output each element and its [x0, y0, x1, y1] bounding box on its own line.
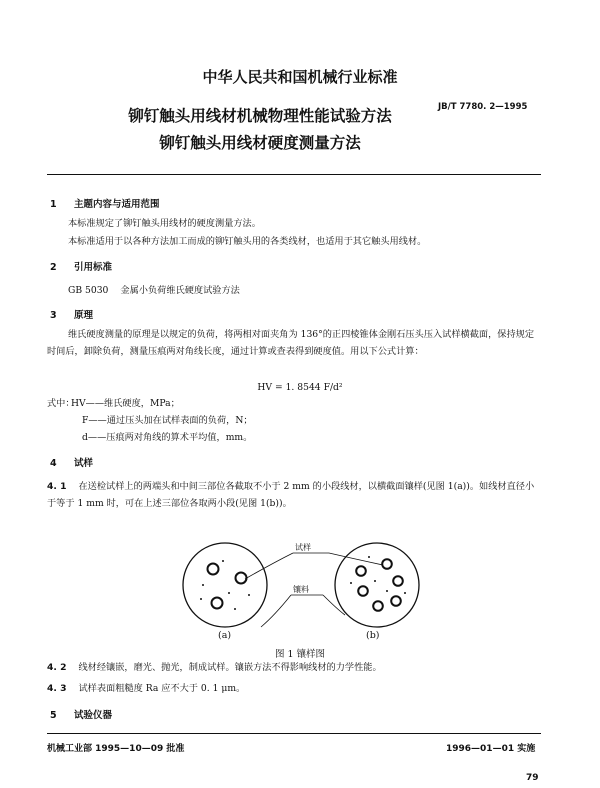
reference-code: GB 5030: [68, 285, 109, 296]
definition-hv: HV——维氏硬度，MPa；: [71, 398, 180, 409]
clause-number: 4. 1: [47, 481, 67, 492]
label-sample: 试样: [295, 543, 311, 552]
reference-title: 金属小负荷维氏硬度试验方法: [120, 285, 240, 296]
section-5-heading: [50, 707, 112, 721]
section-2-heading: [50, 259, 112, 273]
section-title: 试验仪器: [74, 710, 113, 721]
section-number: 1: [50, 199, 57, 210]
section-title: 主题内容与适用范围: [74, 199, 160, 210]
footer-rule: [47, 733, 541, 734]
clause-4-2: [47, 660, 382, 676]
clause-4-1: [47, 478, 542, 512]
section-1-paragraph-2: 本标准适用于以各种方法加工而成的铆钉触头用的各类线材，也适用于其它触头用线材。: [68, 236, 427, 247]
clause-number: 4. 2: [47, 662, 67, 673]
section-number: 3: [50, 310, 57, 321]
clause-text: 试样表面粗糙度 Ra 应不大于 0. 1 μm。: [78, 683, 246, 694]
figure-sublabel-b: (b): [366, 630, 380, 641]
section-3-heading: [50, 307, 93, 321]
section-4-heading: [50, 455, 93, 469]
standard-title-line1: 铆钉触头用线材机械物理性能试验方法: [128, 107, 392, 125]
issuing-body-title: 中华人民共和国机械行业标准: [202, 68, 398, 86]
clause-text: 在送检试样上的两端头和中间三部位各截取不小于 2 mm 的小段线材，以横截面镶样(见图 1(a))。如线材直径小于等于 1 mm 时，可在上述三部位各取两小段(见图 1(b))。: [47, 481, 535, 509]
standard-number: JB/T 7780. 2—1995: [438, 102, 528, 112]
definition-f: F——通过压头加在试样表面的负荷，N；: [82, 415, 253, 426]
section-title: 原理: [74, 310, 94, 321]
mount-b: [335, 543, 419, 627]
section-number: 2: [50, 262, 57, 273]
section-title: 试样: [74, 458, 94, 469]
header-rule: [47, 174, 541, 175]
section-1-heading: [50, 196, 160, 210]
figure-1-mounting-diagram: [165, 535, 445, 655]
section-1-paragraph-1: 本标准规定了铆钉触头用线材的硬度测量方法。: [68, 218, 261, 229]
section-title: 引用标准: [74, 262, 113, 273]
definition-d: d——压痕两对角线的算术平均值，mm。: [82, 432, 253, 443]
label-mount-material: 镶料: [293, 585, 309, 594]
section-number: 4: [50, 458, 57, 469]
clause-4-3: [47, 681, 245, 697]
clause-number: 4. 3: [47, 683, 67, 694]
page-number: 79: [526, 773, 539, 783]
leader-lines: [245, 553, 383, 627]
standard-title-line2: 铆钉触头用线材硬度测量方法: [159, 134, 361, 152]
approval-date: 机械工业部 1995—10—09 批准: [47, 744, 185, 754]
reference-standard: [68, 283, 240, 299]
implementation-date: 1996—01—01 实施: [446, 744, 536, 754]
mount-a: [183, 543, 267, 627]
principle-paragraph: 维氏硬度测量的原理是以规定的负荷，将两相对面夹角为 136°的正四棱锥体金刚石压头压入试样横截面，保持规定时间后，卸除负荷，测量压痕两对角线长度，通过计算或查表得到硬度值。用以下公式计算：: [47, 329, 535, 357]
hardness-formula: HV = 1. 8544 F/d²: [257, 382, 343, 393]
clause-text: 线材经镶嵌，磨光、抛光，制成试样。镶嵌方法不得影响线材的力学性能。: [78, 662, 382, 673]
section-number: 5: [50, 710, 57, 721]
figure-sublabel-a: (a): [218, 630, 232, 641]
formula-where-label: 式中：: [47, 398, 75, 409]
figure-caption: 图 1 镶样图: [274, 649, 326, 660]
